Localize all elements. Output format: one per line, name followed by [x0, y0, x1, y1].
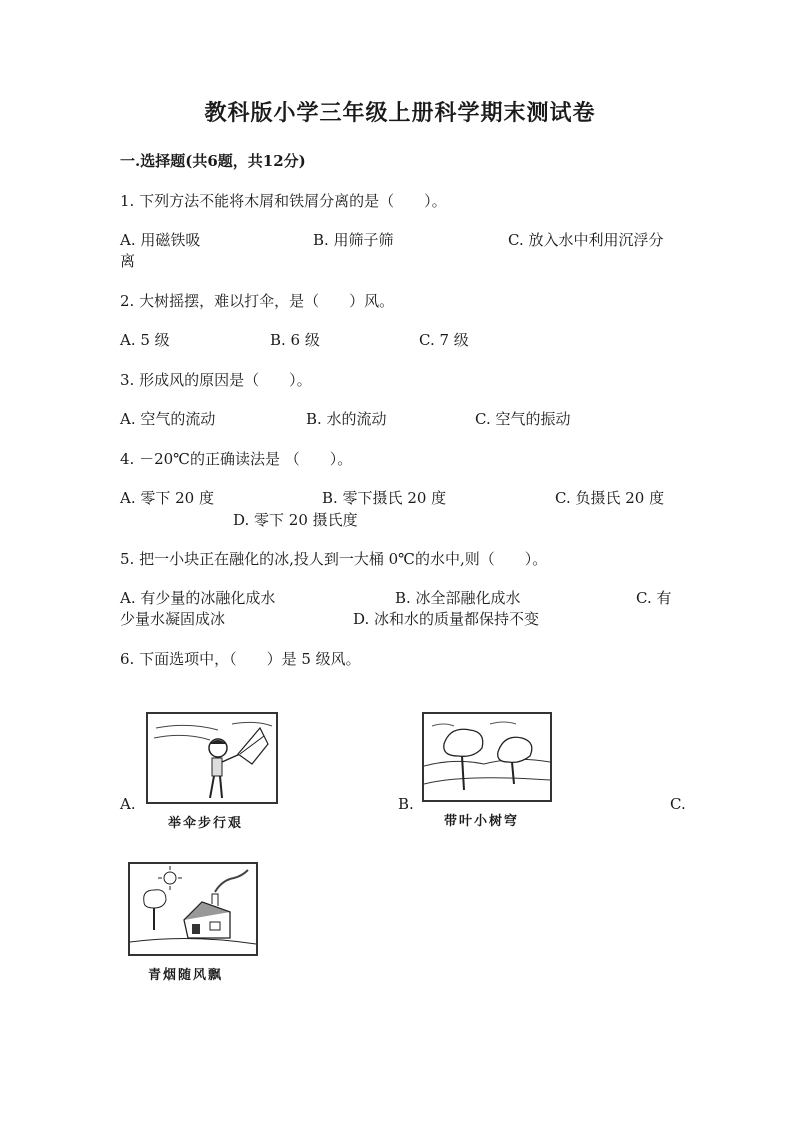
question-4: 4. －20℃的正确读法是 （ ）。 — [120, 450, 353, 468]
q1-option-c: C. 放入水中利用沉浮分 — [508, 231, 664, 249]
q3-option-a: A. 空气的流动 — [120, 410, 216, 428]
q4-option-b: B. 零下摄氏 20 度 — [322, 489, 447, 507]
q6-option-a: A. — [120, 795, 136, 813]
q3-option-c: C. 空气的振动 — [475, 410, 571, 428]
question-5: 5. 把一小块正在融化的冰,投人到一大桶 0℃的水中,则（ ）。 — [120, 550, 548, 568]
q5-option-d: D. 冰和水的质量都保持不变 — [353, 610, 540, 628]
q2-option-c: C. 7 级 — [419, 331, 469, 349]
q2-option-b: B. 6 级 — [270, 331, 320, 349]
q6-option-c: C. — [670, 795, 686, 813]
caption-a: 举伞步行艰 — [168, 816, 244, 831]
q4-option-c: C. 负摄氏 20 度 — [555, 489, 665, 507]
house-smoke-illustration — [128, 862, 258, 956]
q5-option-b: B. 冰全部融化成水 — [395, 589, 521, 607]
q1-option-b: B. 用筛子筛 — [313, 231, 394, 249]
question-3: 3. 形成风的原因是（ ）。 — [120, 371, 312, 389]
umbrella-wind-illustration — [146, 712, 278, 804]
page-title: 教科版小学三年级上册科学期末测试卷 — [204, 100, 596, 126]
caption-c: 青烟随风飘 — [148, 968, 224, 983]
q1-option-c-wrap: 离 — [120, 252, 136, 270]
q4-option-a: A. 零下 20 度 — [120, 489, 214, 507]
swaying-trees-illustration — [422, 712, 552, 802]
question-6: 6. 下面选项中，（ ）是 5 级风。 — [120, 650, 361, 668]
q6-option-b: B. — [398, 795, 414, 813]
q4-option-d: D. 零下 20 摄氏度 — [233, 511, 358, 529]
q2-option-a: A. 5 级 — [120, 331, 170, 349]
q5-option-a: A. 有少量的冰融化成水 — [120, 589, 276, 607]
question-1: 1. 下列方法不能将木屑和铁屑分离的是（ ）。 — [120, 192, 447, 210]
q5-option-c-wrap: 少量水凝固成冰 — [120, 610, 226, 628]
caption-b: 带叶小树穹 — [444, 814, 520, 829]
question-2: 2. 大树摇摆，难以打伞，是（ ）风。 — [120, 292, 395, 310]
q5-option-c: C. 有 — [636, 589, 672, 607]
q3-option-b: B. 水的流动 — [306, 410, 387, 428]
q1-option-a: A. 用磁铁吸 — [120, 231, 201, 249]
section-heading: 一.选择题(共6题，共12分) — [120, 152, 306, 170]
